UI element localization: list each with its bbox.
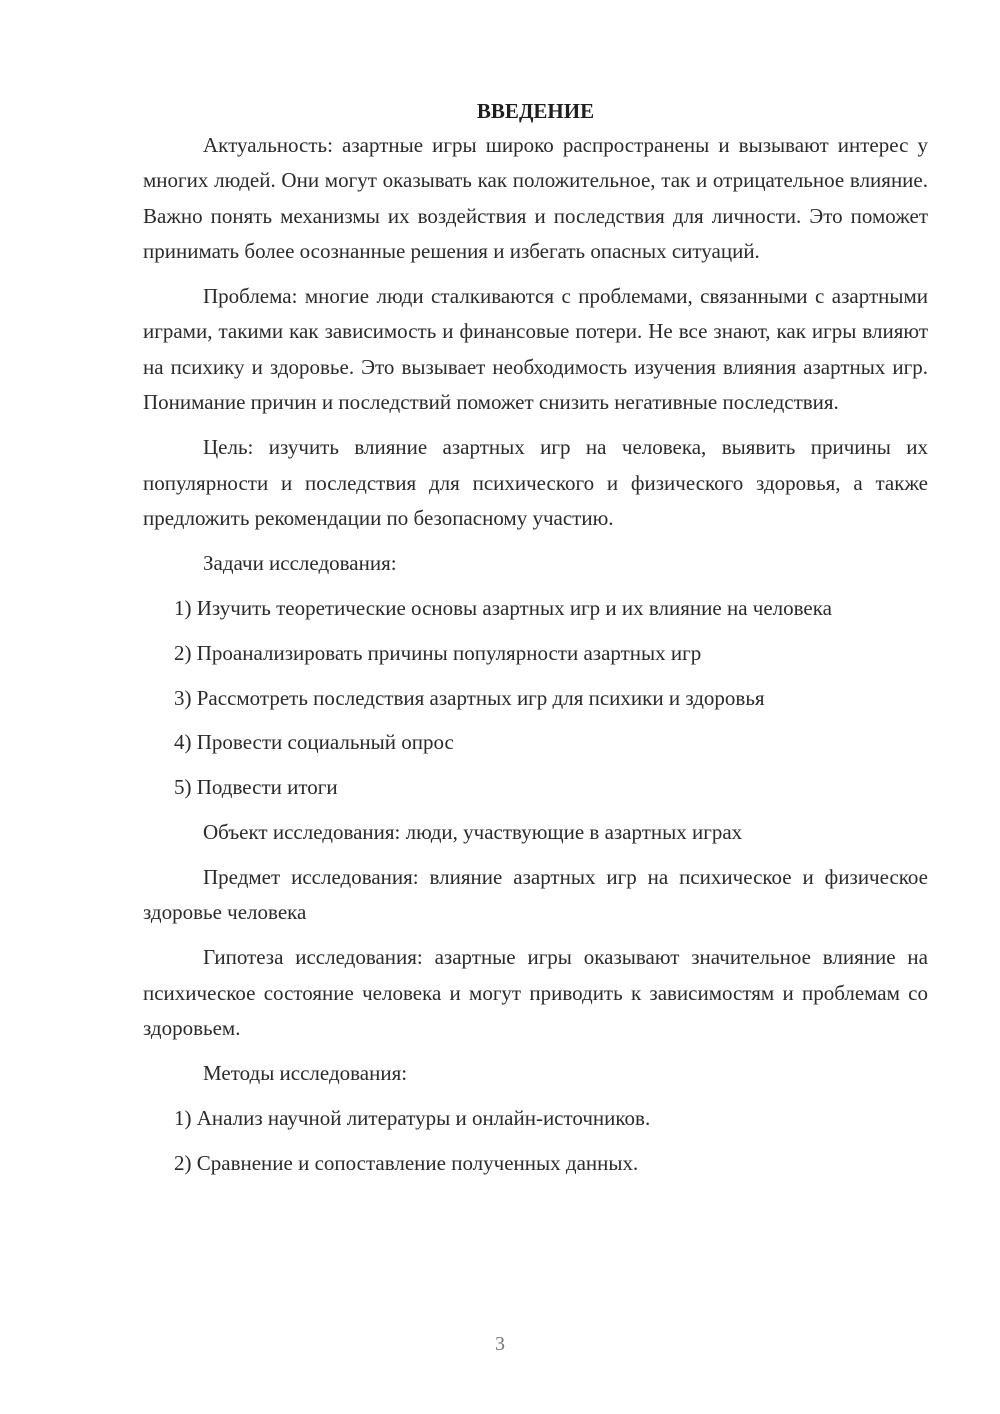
page-number: 3 bbox=[495, 1333, 505, 1355]
method-item-2: 2) Сравнение и сопоставление полученных данных. bbox=[174, 1150, 639, 1175]
tasks-heading: Задачи исследования: bbox=[203, 551, 397, 576]
section-title: ВВЕДЕНИЕ bbox=[476, 99, 595, 123]
task-item-3: 3) Рассмотреть последствия азартных игр для психики и здоровья bbox=[174, 685, 765, 710]
task-item-1: 1) Изучить теоретические основы азартных игр и их влияние на человека bbox=[174, 596, 832, 621]
methods-heading: Методы исследования: bbox=[203, 1061, 408, 1086]
object-paragraph: Объект исследования: люди, участвующие в азартных играх bbox=[203, 820, 743, 845]
problem-paragraph: Проблема: многие люди сталкиваются с проблемами, связанными с азартными играми, такими как зависимость и финансовые потери. Не все знают, как игры влияют на психику и здоровье. Это вызывает необходимость изучения влияния азартных игр. Понимание причин и последствий поможет снизить негативные последствия. bbox=[143, 284, 928, 415]
task-item-2: 2) Проанализировать причины популярности азартных игр bbox=[174, 640, 702, 665]
goal-paragraph: Цель: изучить влияние азартных игр на человека, выявить причины их популярности и последствия для психического и физического здоровья, а также предложить рекомендации по безопасному участию. bbox=[143, 435, 928, 530]
method-item-1: 1) Анализ научной литературы и онлайн-источников. bbox=[174, 1106, 651, 1131]
page-content bbox=[143, 96, 928, 1181]
task-item-5: 5) Подвести итоги bbox=[174, 775, 338, 800]
hypothesis-paragraph: Гипотеза исследования: азартные игры оказывают значительное влияние на психическое состояние человека и могут приводить к зависимостям и проблемам со здоровьем. bbox=[143, 945, 928, 1041]
subject-paragraph: Предмет исследования: влияние азартных игр на психическое и физическое здоровье человека bbox=[143, 864, 928, 925]
relevance-paragraph: Актуальность: азартные игры широко распространены и вызывают интерес у многих людей. Они могут оказывать как положительное, так и отрицательное влияние. Важно понять механизмы их воздействия и последствия для личности. Это поможет принимать более осознанные решения и избегать опасных ситуаций. bbox=[143, 133, 928, 263]
task-item-4: 4) Провести социальный опрос bbox=[174, 730, 454, 755]
